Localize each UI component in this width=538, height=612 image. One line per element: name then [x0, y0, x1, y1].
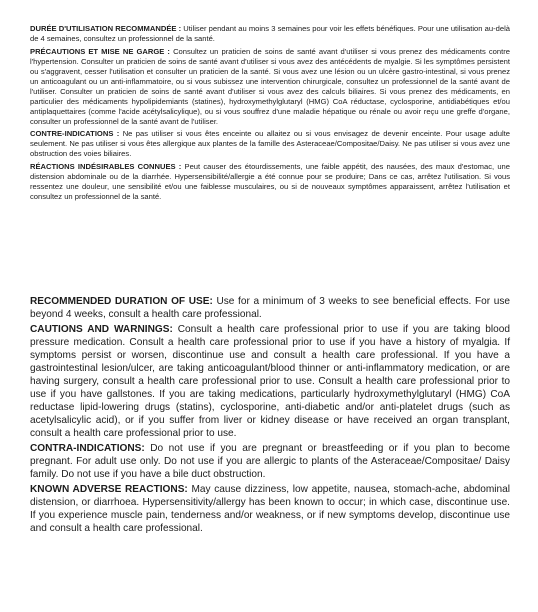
en-cautions-heading: CAUTIONS AND WARNINGS: — [30, 324, 173, 336]
fr-adverse-text: Peut causer des étourdissements, une faible appétit, des nausées, des maux d'estomac, une distension abdominale ou de la diarrhée. Hypersensibilité/allergie a été connue pour se produire; Dans ce cas, arrêtez l'utilisation. Si vous ressentez une douleur, une sensibilité et/ou une faiblesse musculaires, ou si de nouveaux symptômes apparaissent, arrêtez l'utilisation et consultez un professionnel de la santé. — [30, 161, 510, 201]
fr-contra-heading: CONTRE-INDICATIONS : — [30, 129, 120, 138]
en-usage-paragraph — [30, 296, 510, 322]
fr-cautions-heading: PRÉCAUTIONS ET MISE NE GARGE : — [30, 46, 170, 56]
fr-cautions-text: Consultez un praticien de soins de santé avant d'utiliser si vous prenez des médicaments contre l'hypertension. Consulter un praticien de soins de santé avant d'utiliser si vous avez des antécédents de myalgie. Si les symptômes persistent ou s'aggravent, cesser l'utilisation et consulter un praticien de la santé. Si vous avez une lésion ou un ulcère gastro-intestinal, si vous prenez un anticoagulant ou un anti-inflammatoire, ou si vous subissez une intervention chirurgicale, consultez un professionnel de la santé avant de l'utiliser. Consulter un praticien de soins de santé avant d'utiliser si vous avez des calculs biliaires. Si vous prenez des médicaments, en particulier des médicaments hypolipidemiants (statines), hydroxymethylglutaryl (HMG) CoA réductase, cyclosporine, antidiabétiques et/ou antiplaquettaires (comme l'acide acétylsalicylique), ou si vous souffrez d'une maladie hépatique ou rénale ou avoir reçu une greffe d'organe, consulter un professionnel de la santé avant de l'utiliser. — [30, 46, 510, 126]
en-usage-text: Use for a minimum of 3 weeks to see beneficial effects. For use beyond 4 weeks, consult a health care professional. — [30, 296, 510, 320]
en-cautions-paragraph — [30, 324, 510, 440]
fr-usage-text: Utiliser pendant au moins 3 semaines pour voir les effets bénéfiques. Pour une utilisation au-delà de 4 semaines, consultez un professionnel de la santé. — [30, 24, 510, 43]
en-contra-heading: CONTRA-INDICATIONS: — [30, 442, 145, 454]
en-adverse-paragraph — [30, 484, 510, 536]
en-contra-paragraph — [30, 443, 510, 482]
en-cautions-text: Consult a health care professional prior to use if you are taking blood pressure medication. Consult a health care professional prior to use if you have a history of myalgia. If symptoms persist or worsen, discontinue use and consult a health care professional. If you have a gastrointestinal lesion/ulcer, are taking anticoagulant/blood thinner or anti-inflammatory medication, or are having surgery, consult a health care professional prior to use. Consult a health care professional prior to use if you have gallstones. If you are taking medications, particularly hydroxymethylglutaryl (HMG) CoA reductase lipid-lowering drugs (statins), cyclosporine, anti-diabetic and/or anti-platelet drugs (such as acetylsalicylic acid), or if you suffer from liver or kidney disease or have received an organ transplant, consult a health care professional prior to use. — [30, 324, 510, 439]
fr-contra-text: Ne pas utiliser si vous êtes enceinte ou allaitez ou si vous envisagez de devenir enceinte. Pour usage adulte seulement. Ne pas utiliser si vous êtes allergique aux plantes de la famille des Asteraceae/Compositae/Daisy. Ne pas utiliser si vous avez une obstruction des voies biliaires. — [30, 129, 510, 158]
fr-adverse-heading: RÉACTIONS INDÉSIRABLES CONNUES : — [30, 161, 182, 171]
fr-adverse-paragraph — [30, 162, 510, 202]
fr-cautions-paragraph — [30, 47, 510, 127]
en-contra-text: Do not use if you are pregnant or breastfeeding or if you plan to become pregnant. For adult use only. Do not use if you are allergic to plants of the Asteraceae/Compositae/ Daisy family. Do not use if you have a bile duct obstruction. — [30, 442, 510, 480]
en-adverse-heading: KNOWN ADVERSE REACTIONS: — [30, 484, 188, 496]
english-label-section — [30, 296, 510, 538]
en-usage-heading: RECOMMENDED DURATION OF USE: — [30, 296, 213, 307]
french-label-section — [30, 24, 510, 204]
fr-contra-paragraph — [30, 129, 510, 159]
fr-usage-heading: DURÉE D'UTILISATION RECOMMANDÉE : — [30, 24, 182, 33]
fr-usage-paragraph — [30, 24, 510, 44]
en-adverse-text: May cause dizziness, low appetite, nausea, stomach-ache, abdominal distension, or diarrhoea. Hypersensitivity/allergy has been known to occur; in which case, discontinue use. If you experience muscle pain, tenderness and/or weakness, or if new symptoms develop, discontinue use and consult a health care professional. — [30, 484, 510, 534]
